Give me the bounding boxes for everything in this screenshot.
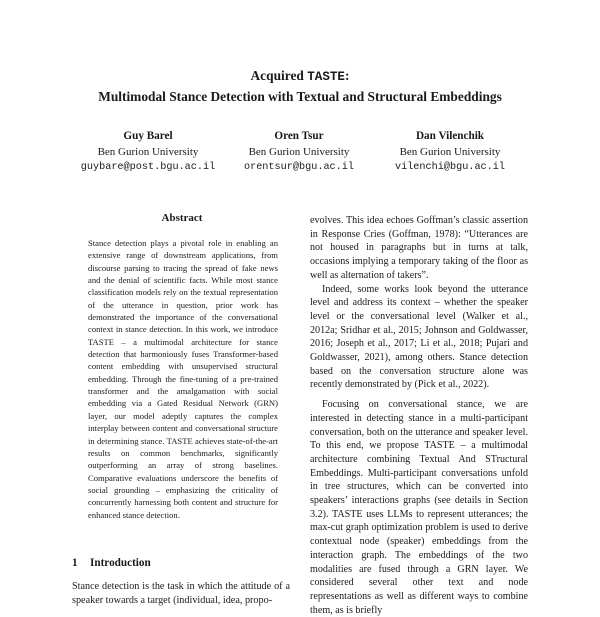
title-prefix: Acquired bbox=[250, 68, 304, 83]
author-affiliation: Ben Gurion University bbox=[399, 146, 501, 158]
introduction-text: Stance detection is the task in which the attitude of a speaker towards a target (individual, idea, propo- bbox=[72, 581, 290, 606]
author-affiliation: Ben Gurion University bbox=[97, 146, 199, 158]
author-email: orentsur@bgu.ac.il bbox=[243, 162, 355, 173]
title-line-1 bbox=[0, 66, 600, 87]
author-email: vilenchi@bgu.ac.il bbox=[394, 162, 506, 173]
paragraph: Focusing on conversational stance, we are interested in detecting stance in a multi-participant conversation, both on the utterance and speaker level. To this end, we propose TASTE – a multimodal architecture combining Textual And STructural Embeddings. Multi-participant conversations unfold in tree structures, which can be converted into speakers’ interactions graphs (see details in Section 3.2). TASTE uses LLMs to represent utterances; the max-cut graph optimization problem is used to derive contextual node (speaker) embeddings from the interaction graph. The embeddings of the two modalities are fused through a GRN layer. We considered several other text and node representations as well as different ways to combine them, as is briefly bbox=[310, 399, 528, 616]
abstract-text: Stance detection plays a pivotal role in enabling an extensive range of downstream applications, from discourse parsing to tracing the spread of fake news and the denial of scientific facts. While most stance classification models rely on the textual representation of the utterance in question, prior work has demonstrated the importance of the conversational context in stance detection. In this work, we introduce TASTE – a multimodal architecture for stance detection that harmoniously fuses Transformer-based content embedding with unsupervised structural embedding. Through the fine-tuning of a pre-trained transformer and the amalgamation with social embedding via a Gated Residual Network (GRN) layer, our model adeptly captures the complex interplay between content and conversational structure in determining stance. TASTE achieves state-of-the-art results on common benchmarks, significantly outperforming an array of strong baselines. Comparative evaluations underscore the benefits of social grounding – emphasizing the criticality of concurrently harnessing both content and structure for enhanced stance detection. bbox=[88, 238, 278, 520]
author-name: Oren Tsur bbox=[274, 130, 324, 142]
section-heading-introduction bbox=[72, 557, 151, 569]
author-name: Guy Barel bbox=[123, 130, 173, 142]
paragraph: evolves. This idea echoes Goffman’s classic assertion in Response Cries (Goffman, 1978): “Utterances are not housed in paragraphs but in turns at talk, occasions implying a temporary taking of the floor as well as alternation of takers”. bbox=[310, 215, 528, 281]
title-line-2: Multimodal Stance Detection with Textual and Structural Embeddings bbox=[98, 89, 502, 104]
right-column bbox=[310, 214, 528, 617]
section-title: Introduction bbox=[90, 557, 151, 569]
author-name: Dan Vilenchik bbox=[415, 130, 485, 142]
paragraph: Indeed, some works look beyond the utterance level and address its context – whether the speaker level or the conversational level (Walker et al., 2012a; Sridhar et al., 2015; Johnson and Goldwasser, 2016; Joseph et al., 2017; Li et al., 2018; Pujari and Goldwasser, 2021), among others. Stance detection based on the conversation structure alone was recently demonstrated by (Pick et al., 2022). bbox=[310, 283, 528, 391]
author-email: guybare@post.bgu.ac.il bbox=[80, 162, 216, 173]
section-number: 1 bbox=[72, 557, 78, 569]
abstract-heading: Abstract bbox=[161, 212, 203, 224]
paper-title bbox=[0, 66, 600, 106]
author-block-3 bbox=[360, 128, 540, 176]
author-affiliation: Ben Gurion University bbox=[248, 146, 350, 158]
title-model-name: TASTE bbox=[307, 70, 345, 84]
title-colon: : bbox=[345, 68, 350, 83]
